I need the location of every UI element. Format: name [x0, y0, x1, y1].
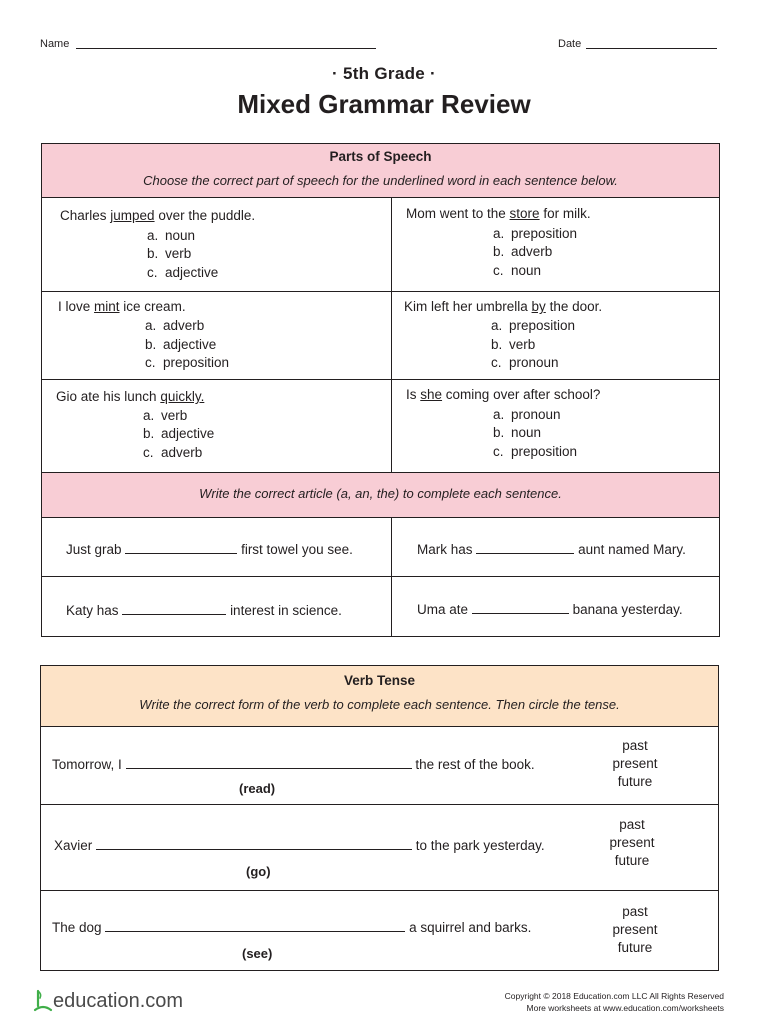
tense-past[interactable]: past: [622, 738, 648, 753]
verb-blank[interactable]: [105, 920, 405, 932]
question-sentence: Charles jumped over the puddle.: [60, 208, 256, 223]
underlined-word: mint: [94, 299, 120, 314]
underlined-word: by: [531, 299, 546, 314]
option-b[interactable]: b. verb: [491, 337, 536, 352]
tense-options: [600, 737, 670, 791]
logo-book-icon: [33, 988, 53, 1014]
verb-hint: (read): [239, 781, 276, 796]
articles-header: [42, 473, 719, 517]
option-b[interactable]: b. noun: [493, 425, 542, 440]
question-sentence: Is she coming over after school?: [406, 387, 601, 402]
date-field[interactable]: [586, 48, 717, 49]
underlined-word: store: [509, 206, 540, 221]
page-title: Mixed Grammar Review: [237, 89, 531, 119]
article-sentence: Katy has interest in science.: [66, 603, 342, 618]
tense-future[interactable]: future: [614, 853, 650, 868]
logo-text: education.com: [53, 989, 184, 1012]
underlined-word: quickly.: [160, 389, 205, 404]
tense-future[interactable]: future: [617, 940, 653, 955]
name-label: Name: [40, 38, 70, 50]
section-heading: Verb Tense: [343, 673, 416, 688]
option-c[interactable]: c. preposition: [493, 444, 578, 459]
tense-options: [600, 903, 670, 957]
verb-blank[interactable]: [126, 757, 412, 769]
option-c[interactable]: c. adverb: [143, 445, 203, 460]
verb-tense-section: [40, 665, 719, 971]
name-field[interactable]: [76, 48, 376, 49]
verb-hint: (go): [246, 864, 271, 879]
tense-present[interactable]: present: [609, 835, 655, 850]
article-blank[interactable]: [472, 602, 569, 614]
option-c[interactable]: c. preposition: [145, 355, 230, 370]
article-sentence: Just grab first towel you see.: [66, 542, 353, 557]
option-a[interactable]: a. preposition: [493, 226, 578, 241]
grade-subtitle: · 5th Grade ·: [331, 64, 437, 83]
underlined-word: jumped: [110, 208, 155, 223]
article-blank[interactable]: [122, 603, 226, 615]
section-heading: Parts of Speech: [329, 149, 432, 164]
option-a[interactable]: a. verb: [143, 408, 188, 423]
more-worksheets-link[interactable]: More worksheets at www.education.com/worksheets: [526, 1003, 724, 1013]
option-c[interactable]: c. noun: [493, 263, 542, 278]
article-blank[interactable]: [125, 542, 237, 554]
tense-present[interactable]: present: [612, 756, 658, 771]
tense-options: [597, 816, 667, 870]
parts-of-speech-header: [42, 144, 719, 197]
copyright-text: Copyright © 2018 Education.com LLC All Rights Reserved: [504, 991, 724, 1001]
parts-of-speech-section: [41, 143, 720, 637]
option-a[interactable]: a. noun: [147, 228, 196, 243]
option-a[interactable]: a. preposition: [491, 318, 576, 333]
section-instruction: Choose the correct part of speech for the underlined word in each sentence below.: [143, 173, 618, 188]
option-b[interactable]: b. adverb: [493, 244, 553, 259]
article-blank[interactable]: [476, 542, 574, 554]
verb-sentence: Xavier to the park yesterday.: [54, 838, 545, 853]
question-sentence: Kim left her umbrella by the door.: [404, 299, 603, 314]
option-c[interactable]: c. adjective: [147, 265, 219, 280]
tense-present[interactable]: present: [612, 922, 658, 937]
article-sentence: Uma ate banana yesterday.: [417, 602, 683, 617]
option-b[interactable]: b. verb: [147, 246, 192, 261]
option-c[interactable]: c. pronoun: [491, 355, 559, 370]
verb-blank[interactable]: [96, 838, 412, 850]
option-b[interactable]: b. adjective: [145, 337, 217, 352]
question-sentence: I love mint ice cream.: [58, 299, 186, 314]
verb-sentence: The dog a squirrel and barks.: [52, 920, 532, 935]
question-sentence: Gio ate his lunch quickly.: [56, 389, 205, 404]
date-label: Date: [558, 38, 582, 50]
underlined-word: she: [420, 387, 443, 402]
option-b[interactable]: b. adjective: [143, 426, 215, 441]
articles-instruction: Write the correct article (a, an, the) to complete each sentence.: [199, 486, 562, 501]
verb-sentence: Tomorrow, I the rest of the book.: [52, 757, 535, 772]
tense-past[interactable]: past: [622, 904, 648, 919]
tense-future[interactable]: future: [617, 774, 653, 789]
tense-past[interactable]: past: [619, 817, 645, 832]
section-instruction: Write the correct form of the verb to complete each sentence. Then circle the tense.: [139, 697, 620, 712]
verb-tense-header: [41, 666, 718, 726]
option-a[interactable]: a. adverb: [145, 318, 205, 333]
verb-hint: (see): [242, 946, 273, 961]
question-sentence: Mom went to the store for milk.: [406, 206, 591, 221]
footer-credits: [505, 990, 724, 1014]
article-sentence: Mark has aunt named Mary.: [417, 542, 686, 557]
option-a[interactable]: a. pronoun: [493, 407, 561, 422]
education-logo: [33, 986, 183, 1016]
